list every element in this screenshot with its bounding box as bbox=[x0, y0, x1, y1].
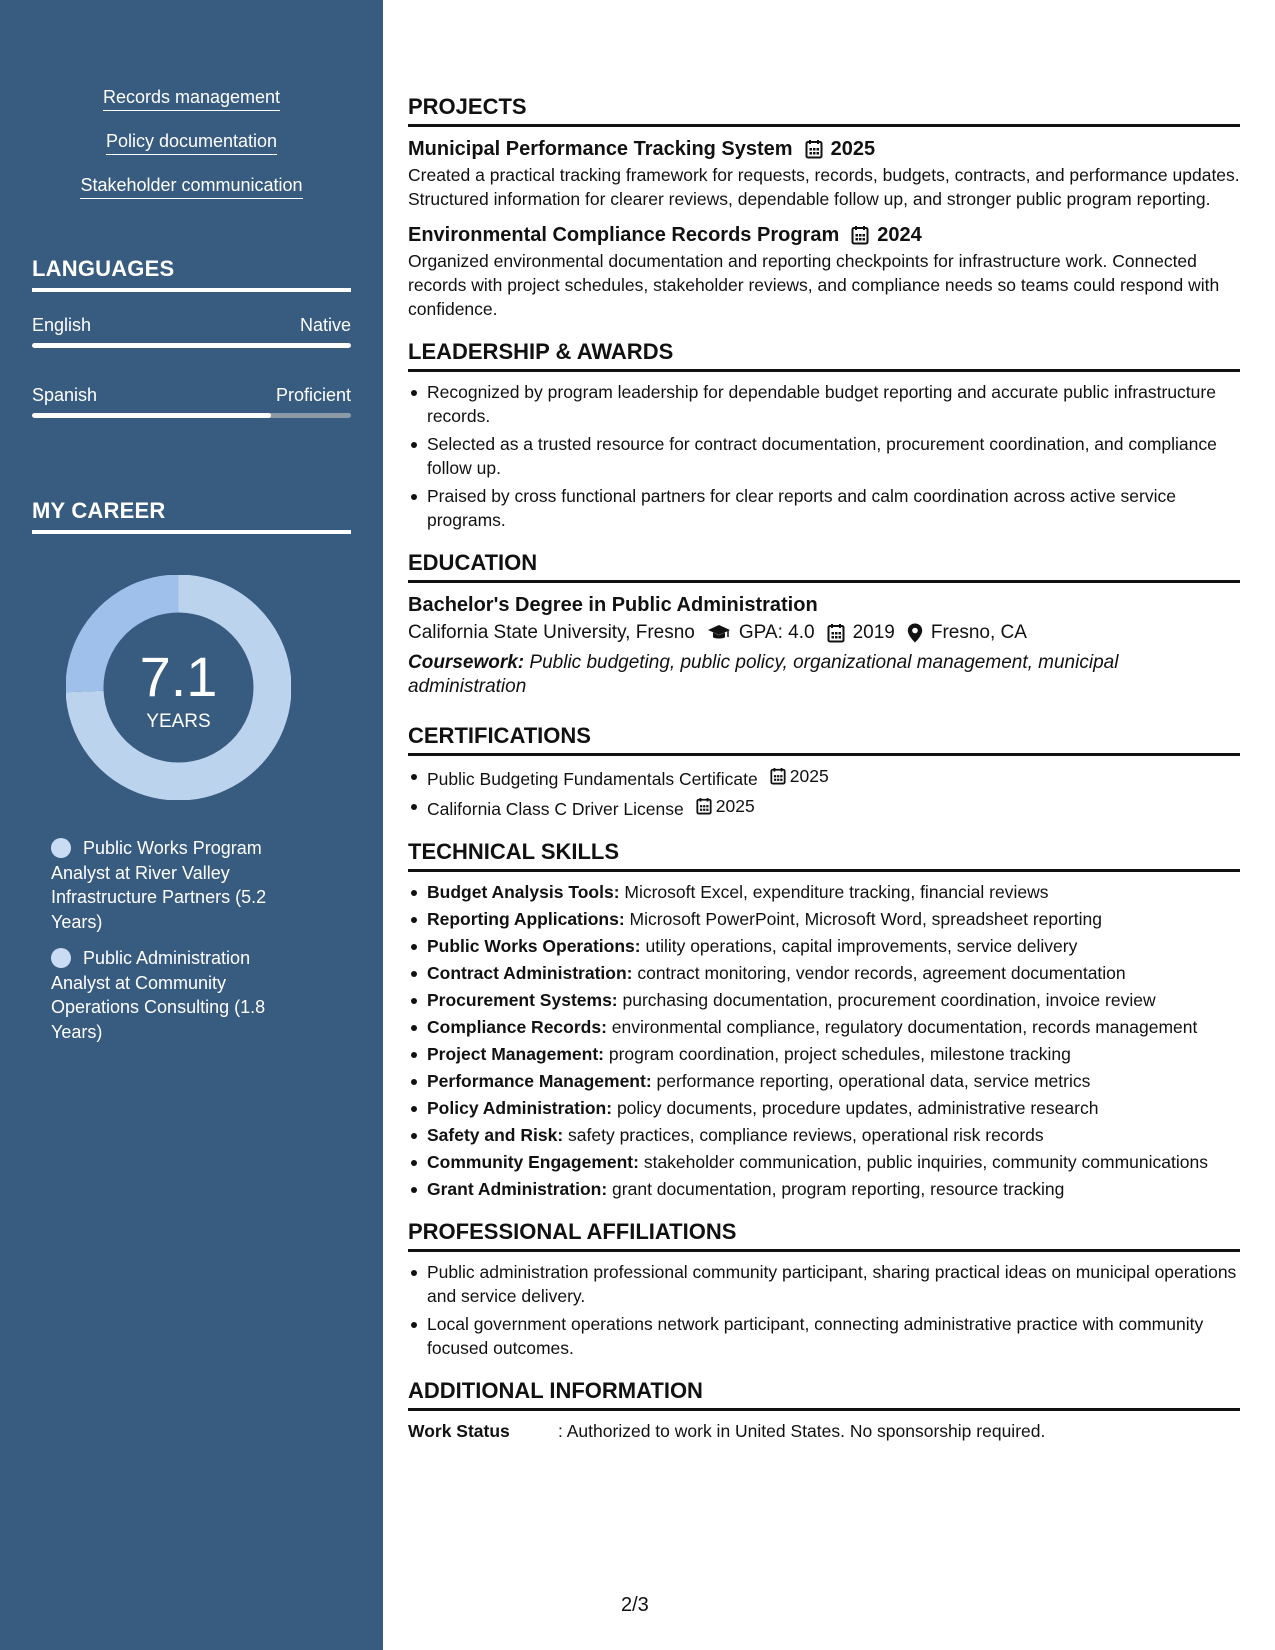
skill-label: Safety and Risk: bbox=[427, 1125, 564, 1145]
project-description: Created a practical tracking framework for requests, records, budgets, contracts, and performance updates. Structured information for clearer reviews, dependable follow up, and stronger public program reporting. bbox=[408, 165, 1240, 209]
project-year: 2024 bbox=[877, 224, 922, 246]
map-pin-icon bbox=[907, 623, 923, 643]
career-item bbox=[51, 836, 301, 934]
skill-label: Public Works Operations: bbox=[427, 936, 641, 956]
technical-skills-heading: TECHNICAL SKILLS bbox=[408, 837, 1240, 872]
affiliations-list bbox=[408, 1260, 1240, 1360]
skill-value: program coordination, project schedules, milestone tracking bbox=[603, 1044, 1071, 1064]
graduation-cap-icon bbox=[707, 624, 731, 642]
project-title: Municipal Performance Tracking System bbox=[408, 138, 793, 160]
skill-label: Performance Management: bbox=[427, 1071, 652, 1091]
career-list bbox=[51, 836, 301, 1056]
affiliations-heading: PROFESSIONAL AFFILIATIONS bbox=[408, 1217, 1240, 1252]
sidebar bbox=[0, 0, 383, 1650]
list-item bbox=[408, 1042, 1240, 1066]
language-level: Native bbox=[299, 315, 351, 335]
career-dot-icon bbox=[51, 838, 71, 858]
skill-value: grant documentation, program reporting, resource tracking bbox=[607, 1179, 1065, 1199]
language-bar-spanish bbox=[32, 413, 351, 418]
list-item bbox=[408, 794, 1240, 821]
career-item bbox=[51, 946, 301, 1044]
degree-title: Bachelor's Degree in Public Administration bbox=[408, 594, 818, 616]
list-item bbox=[408, 1177, 1240, 1201]
list-item bbox=[408, 1015, 1240, 1039]
coursework bbox=[408, 651, 1240, 699]
language-name: English bbox=[32, 315, 92, 335]
language-name: Spanish bbox=[32, 385, 98, 405]
gpa: GPA: 4.0 bbox=[738, 622, 815, 643]
certifications-heading: CERTIFICATIONS bbox=[408, 721, 1240, 756]
skill-links bbox=[0, 86, 383, 218]
leadership-heading: LEADERSHIP & AWARDS bbox=[408, 337, 1240, 372]
project-title-row bbox=[408, 221, 1240, 249]
career-donut-chart bbox=[66, 575, 291, 800]
skill-value: contract monitoring, vendor records, agreement documentation bbox=[632, 963, 1126, 983]
list-item bbox=[408, 764, 1240, 791]
affiliations-section bbox=[408, 1217, 1240, 1360]
main-content bbox=[408, 92, 1240, 1459]
list-item: Recognized by program leadership for dependable budget reporting and accurate public infrastructure records. bbox=[408, 380, 1240, 428]
work-status-label: Work Status bbox=[408, 1421, 510, 1441]
certifications-section bbox=[408, 721, 1240, 821]
list-item bbox=[408, 988, 1240, 1012]
school-name: California State University, Fresno bbox=[408, 622, 695, 643]
additional-info-section bbox=[408, 1376, 1240, 1443]
skill-label: Policy Administration: bbox=[427, 1098, 613, 1118]
list-item bbox=[408, 907, 1240, 931]
skill-label: Reporting Applications: bbox=[427, 909, 625, 929]
leadership-section bbox=[408, 337, 1240, 532]
list-item: Public administration professional community participant, sharing practical ideas on municipal operations and service delivery. bbox=[408, 1260, 1240, 1308]
skill-label: Community Engagement: bbox=[427, 1152, 639, 1172]
certification-year-group bbox=[758, 764, 829, 788]
skill-value: Microsoft Excel, expenditure tracking, financial reviews bbox=[619, 882, 1049, 902]
additional-info-heading: ADDITIONAL INFORMATION bbox=[408, 1376, 1240, 1411]
list-item bbox=[408, 961, 1240, 985]
certification-year-group bbox=[684, 794, 755, 818]
calendar-icon bbox=[696, 797, 712, 815]
certifications-list bbox=[408, 764, 1240, 821]
career-total-years: 7.1 bbox=[139, 645, 218, 708]
skill-label: Procurement Systems: bbox=[427, 990, 618, 1010]
certification-year: 2025 bbox=[715, 796, 755, 816]
skill-value: Microsoft PowerPoint, Microsoft Word, spreadsheet reporting bbox=[624, 909, 1102, 929]
work-status-value: : Authorized to work in United States. No sponsorship required. bbox=[558, 1421, 1046, 1441]
list-item bbox=[408, 934, 1240, 958]
certification-name: Public Budgeting Fundamentals Certificate bbox=[427, 769, 758, 789]
calendar-icon bbox=[851, 225, 869, 245]
page-number: 2/3 bbox=[621, 1594, 649, 1616]
projects-section bbox=[408, 92, 1240, 321]
career-item-text: Public Administration Analyst at Community Operations Consulting (1.8 Years) bbox=[51, 948, 266, 1042]
career-years-unit: YEARS bbox=[146, 711, 211, 732]
coursework-text: Public budgeting, public policy, organizational management, municipal administration bbox=[408, 652, 1119, 697]
education-heading: EDUCATION bbox=[408, 548, 1240, 583]
list-item bbox=[408, 1069, 1240, 1093]
skill-value: environmental compliance, regulatory documentation, records management bbox=[606, 1017, 1198, 1037]
skill-value: policy documents, procedure updates, administrative research bbox=[612, 1098, 1099, 1118]
language-bar-english bbox=[32, 343, 351, 348]
skill-label: Contract Administration: bbox=[427, 963, 633, 983]
skill-value: safety practices, compliance reviews, operational risk records bbox=[563, 1125, 1044, 1145]
certification-name: California Class C Driver License bbox=[427, 799, 684, 819]
graduation-year: 2019 bbox=[852, 622, 895, 643]
leadership-list bbox=[408, 380, 1240, 532]
language-fill bbox=[32, 343, 351, 348]
skill-label: Budget Analysis Tools: bbox=[427, 882, 620, 902]
skill-label: Grant Administration: bbox=[427, 1179, 608, 1199]
project-description: Organized environmental documentation and reporting checkpoints for infrastructure work. Connected records with project schedules, stakeholder reviews, and compliance needs so teams could respond with confidence. bbox=[408, 251, 1220, 319]
project-title: Environmental Compliance Records Program bbox=[408, 224, 840, 246]
list-item: Local government operations network participant, connecting administrative practice with community focused outcomes. bbox=[408, 1312, 1240, 1360]
project-year: 2025 bbox=[830, 138, 876, 160]
language-row-english bbox=[32, 314, 351, 336]
list-item bbox=[408, 1150, 1240, 1174]
career-heading: MY CAREER bbox=[32, 498, 351, 534]
calendar-icon bbox=[805, 139, 823, 159]
skill-link-stakeholder-communication[interactable]: Stakeholder communication bbox=[80, 174, 302, 199]
list-item: Selected as a trusted resource for contract documentation, procurement coordination, and compliance follow up. bbox=[408, 432, 1240, 480]
career-dot-icon bbox=[51, 948, 71, 968]
language-row-spanish bbox=[32, 384, 351, 406]
skill-label: Project Management: bbox=[427, 1044, 604, 1064]
skill-value: purchasing documentation, procurement coordination, invoice review bbox=[617, 990, 1156, 1010]
work-status-row bbox=[408, 1419, 1240, 1443]
education-location: Fresno, CA bbox=[930, 622, 1027, 643]
skill-link-records-management[interactable]: Records management bbox=[103, 86, 280, 111]
skill-label: Compliance Records: bbox=[427, 1017, 607, 1037]
education-details bbox=[408, 619, 1240, 647]
list-item bbox=[408, 1096, 1240, 1120]
list-item: Praised by cross functional partners for clear reports and calm coordination across active service programs. bbox=[408, 484, 1240, 532]
coursework-label: Coursework: bbox=[408, 652, 525, 673]
language-fill bbox=[32, 413, 271, 418]
calendar-icon bbox=[770, 767, 786, 785]
calendar-icon bbox=[827, 623, 845, 643]
languages-heading: LANGUAGES bbox=[32, 256, 351, 292]
certification-year: 2025 bbox=[789, 766, 829, 786]
skill-value: utility operations, capital improvements, service delivery bbox=[640, 936, 1078, 956]
language-level: Proficient bbox=[275, 385, 351, 405]
skill-link-policy-documentation[interactable]: Policy documentation bbox=[106, 130, 277, 155]
list-item bbox=[408, 1123, 1240, 1147]
career-item-text: Public Works Program Analyst at River Valley Infrastructure Partners (5.2 Years) bbox=[51, 838, 267, 932]
education-section bbox=[408, 548, 1240, 699]
project-title-row bbox=[408, 135, 1240, 163]
technical-skills-list bbox=[408, 880, 1240, 1201]
projects-heading: PROJECTS bbox=[408, 92, 1240, 127]
list-item bbox=[408, 880, 1240, 904]
skill-value: stakeholder communication, public inquiries, community communications bbox=[638, 1152, 1208, 1172]
skill-value: performance reporting, operational data, service metrics bbox=[651, 1071, 1091, 1091]
technical-skills-section bbox=[408, 837, 1240, 1201]
